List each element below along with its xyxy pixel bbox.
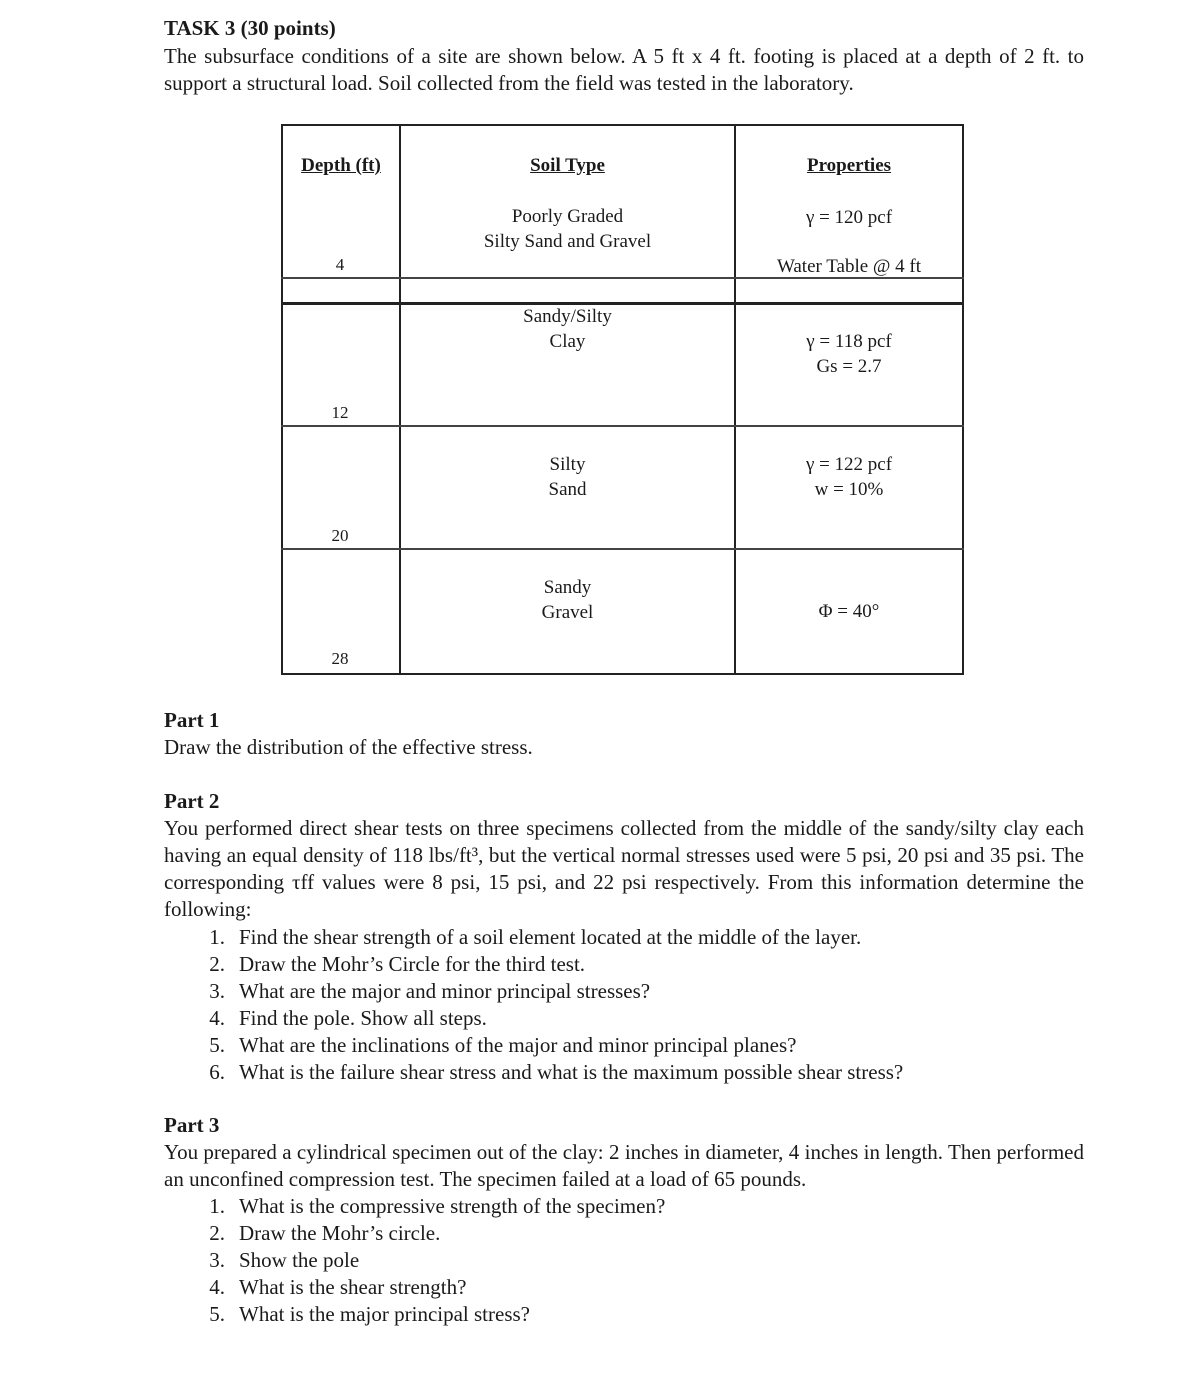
part2-title: Part 2 <box>164 789 220 813</box>
question-text: What is the failure shear stress and what is the maximum possible shear stress? <box>239 1060 904 1084</box>
property-value: Gs = 2.7 <box>816 356 882 377</box>
soil-type-line: Sandy/Silty <box>523 306 612 327</box>
part3-text: You prepared a cylindrical specimen out of the clay: 2 inches in diameter, 4 inches in length. Then performed an unconfined compression test. The specimen failed at a load of 65 pounds. <box>164 1140 1084 1191</box>
question-number: 5. <box>209 1302 225 1326</box>
question-text: Find the pole. Show all steps. <box>239 1006 487 1030</box>
depth-label: 28 <box>331 649 349 668</box>
question-item <box>195 1247 665 1274</box>
question-text: What is the shear strength? <box>239 1275 467 1299</box>
question-number: 1. <box>209 925 225 949</box>
property-value: Water Table @ 4 ft <box>776 256 922 277</box>
depth-label: 4 <box>335 255 345 274</box>
question-number: 2. <box>209 1221 225 1245</box>
row-divider <box>281 548 964 550</box>
part1-text: Draw the distribution of the effective stress. <box>164 735 533 759</box>
question-item <box>195 951 903 978</box>
part3-title: Part 3 <box>164 1113 220 1137</box>
soil-type-line: Gravel <box>541 602 594 623</box>
part2-text: You performed direct shear tests on three specimens collected from the middle of the sandy/silty clay each having an equal density of 118 lbs/ft³, but the vertical normal stresses used were 5 psi, 20 psi and 35 psi. The corresponding τff values were 8 psi, 15 psi, and 22 psi respectively. From this information determine the following: <box>164 816 1084 921</box>
question-text: Find the shear strength of a soil element located at the middle of the layer. <box>239 925 862 949</box>
soil-type-line: Silty <box>549 454 586 475</box>
question-item <box>195 1005 903 1032</box>
task-title: TASK 3 (30 points) <box>164 16 336 40</box>
question-text: What are the inclinations of the major and minor principal planes? <box>239 1033 797 1057</box>
question-number: 1. <box>209 1194 225 1218</box>
question-text: Show the pole <box>239 1248 360 1272</box>
part1-title: Part 1 <box>164 708 220 732</box>
question-text: What is the compressive strength of the specimen? <box>239 1194 666 1218</box>
question-item <box>195 1274 665 1301</box>
soil-type-line: Silty Sand and Gravel <box>483 231 652 252</box>
header-rule <box>734 302 964 305</box>
question-number: 6. <box>209 1060 225 1084</box>
soil-profile-table <box>281 124 964 675</box>
question-number: 5. <box>209 1033 225 1057</box>
question-item <box>195 1301 665 1328</box>
header-depth: Depth (ft) <box>301 155 381 176</box>
question-text: What are the major and minor principal stresses? <box>239 979 651 1003</box>
property-value: γ = 120 pcf <box>805 207 893 228</box>
question-number: 3. <box>209 979 225 1003</box>
row-divider <box>281 425 964 427</box>
header-properties: Properties <box>806 155 892 176</box>
soil-type-line: Poorly Graded <box>511 206 624 227</box>
question-number: 2. <box>209 952 225 976</box>
soil-type-cell <box>401 204 734 254</box>
soil-type-line: Clay <box>549 331 586 352</box>
property-value: Φ = 40° <box>818 601 880 622</box>
property-value: w = 10% <box>814 479 884 500</box>
question-item <box>195 1032 903 1059</box>
question-number: 4. <box>209 1275 225 1299</box>
question-text: What is the major principal stress? <box>239 1302 530 1326</box>
question-item <box>195 1059 903 1086</box>
question-item <box>195 978 903 1005</box>
property-value: γ = 118 pcf <box>806 331 892 352</box>
header-soil-type: Soil Type <box>530 155 605 176</box>
question-number: 4. <box>209 1006 225 1030</box>
property-cell <box>736 329 962 379</box>
soil-type-cell <box>401 575 734 625</box>
depth-label: 20 <box>331 526 349 545</box>
question-item <box>195 924 903 951</box>
soil-type-cell <box>401 452 734 502</box>
part3-questions <box>195 1193 665 1328</box>
soil-type-cell <box>401 304 734 354</box>
question-item <box>195 1193 665 1220</box>
task-intro: The subsurface conditions of a site are shown below. A 5 ft x 4 ft. footing is placed at a depth of 2 ft. to support a structural load. Soil collected from the field was tested in the laboratory. <box>164 44 1084 95</box>
question-item <box>195 1220 665 1247</box>
question-number: 3. <box>209 1248 225 1272</box>
part2-questions <box>195 924 903 1086</box>
header-rule <box>281 302 399 305</box>
question-text: Draw the Mohr’s Circle for the third test. <box>239 952 586 976</box>
depth-label: 12 <box>331 403 349 422</box>
property-value: γ = 122 pcf <box>805 454 893 475</box>
question-text: Draw the Mohr’s circle. <box>239 1221 441 1245</box>
soil-type-line: Sandy <box>543 577 592 598</box>
property-cell <box>736 452 962 502</box>
soil-type-line: Sand <box>548 479 587 500</box>
